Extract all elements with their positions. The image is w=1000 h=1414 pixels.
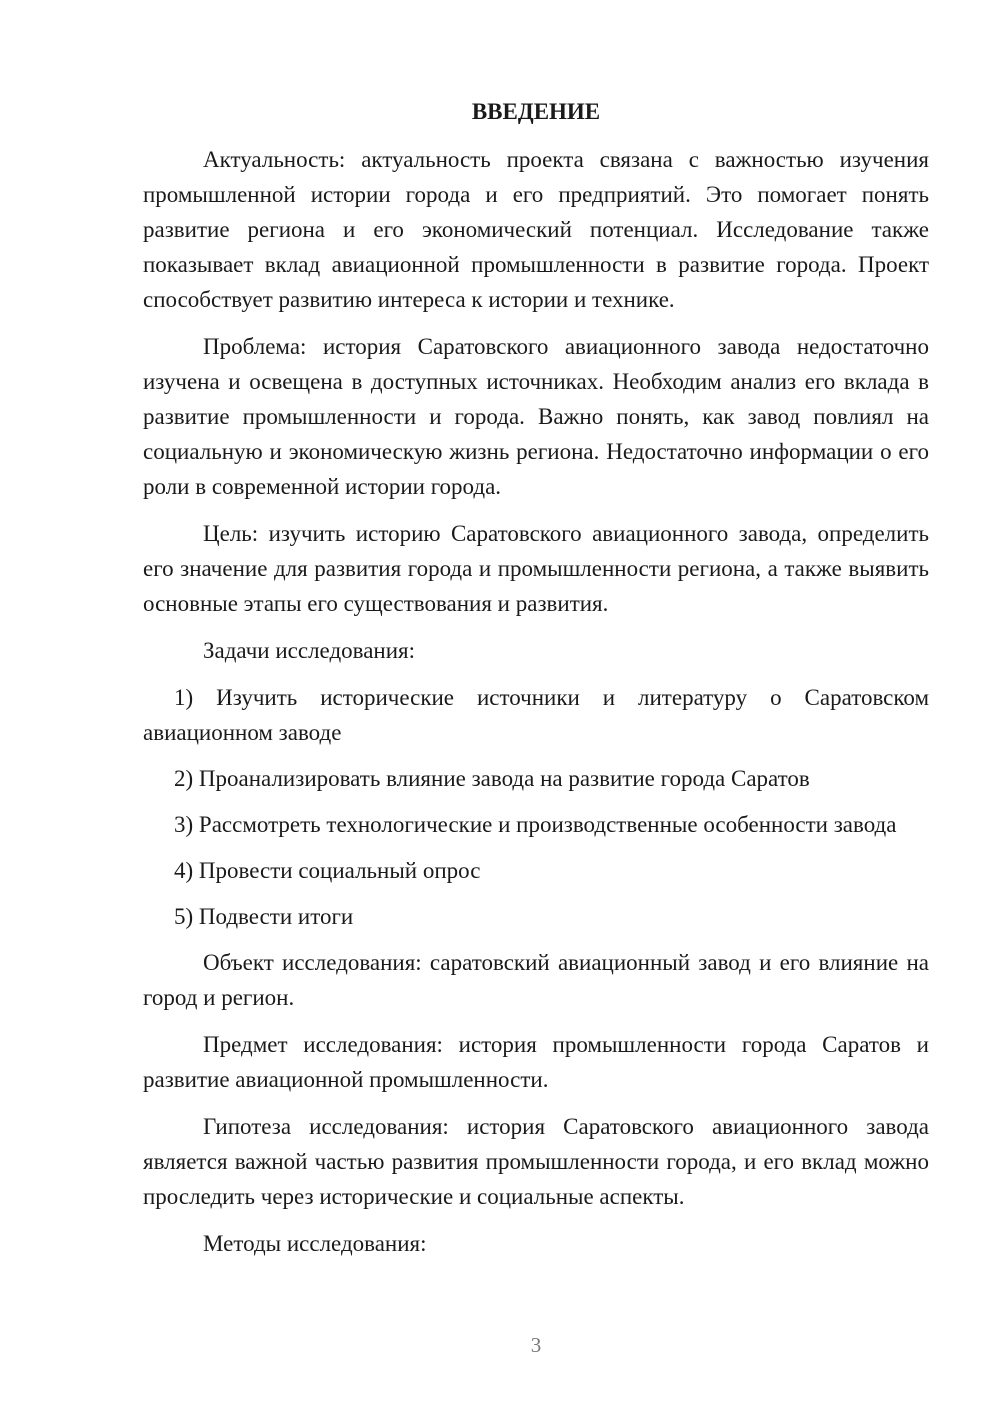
list-item-task-5: 5) Подвести итоги: [174, 904, 354, 929]
page-number: 3: [530, 1333, 542, 1357]
paragraph-hypothesis: Гипотеза исследования: история Саратовского авиационного завода является важной частью развития промышленности города, и его вклад можно проследить через исторические и социальные аспекты.: [143, 1114, 929, 1209]
list-item-task-4: 4) Провести социальный опрос: [174, 858, 481, 883]
tasks-list: [143, 680, 929, 934]
paragraph-relevance: Актуальность: актуальность проекта связана с важностью изучения промышленной истории города и его предприятий. Это помогает понять развитие региона и его экономический потенциал. Исследование также показывает вклад авиационной промышленности в развитие города. Проект способствует развитию интереса к истории и технике.: [143, 147, 929, 312]
page-content: [143, 94, 929, 1273]
list-item-task-3: 3) Рассмотреть технологические и производственные особенности завода: [174, 812, 897, 837]
paragraph-object: Объект исследования: саратовский авиационный завод и его влияние на город и регион.: [143, 950, 929, 1010]
section-heading: ВВЕДЕНИЕ: [471, 99, 601, 124]
paragraph-problem: Проблема: история Саратовского авиационного завода недостаточно изучена и освещена в доступных источниках. Необходим анализ его вклада в развитие промышленности и города. Важно понять, как завод повлиял на социальную и экономическую жизнь региона. Недостаточно информации о его роли в современной истории города.: [143, 334, 929, 499]
list-item-task-2: 2) Проанализировать влияние завода на развитие города Саратов: [174, 766, 810, 791]
paragraph-goal: Цель: изучить историю Саратовского авиационного завода, определить его значение для развития города и промышленности региона, а также выявить основные этапы его существования и развития.: [143, 521, 929, 616]
list-item-task-1: 1) Изучить исторические источники и литературу о Саратовском авиационном заводе: [143, 685, 929, 745]
paragraph-tasks-intro: Задачи исследования:: [203, 638, 416, 663]
paragraph-methods-intro: Методы исследования:: [203, 1231, 427, 1256]
paragraph-subject: Предмет исследования: история промышленности города Саратов и развитие авиационной промышленности.: [143, 1032, 929, 1092]
